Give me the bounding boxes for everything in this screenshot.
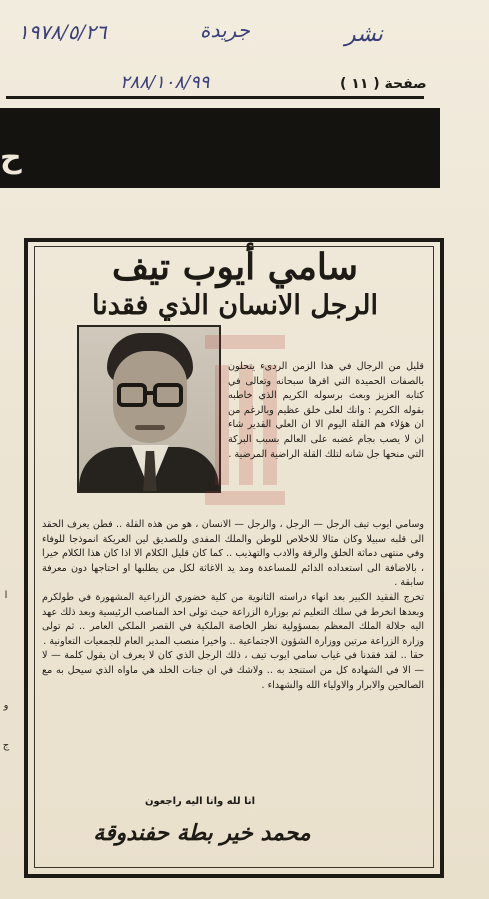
- article-paragraph-4: حقا .. لقد فقدنا في غياب سامي ايوب تيف ، ذلك الرجل الذي كان لا يعرف ان يقول كلمة — لا — الا في الشهادة كل من استنجد به .. ولاشك في ان جنات الخلد هي ماواه الذي سيحل به مع الصالحين والابرار والاولياء الله والشهداء .: [42, 650, 424, 691]
- handwritten-reference: ٢٨٨/١٠٨/٩٩: [120, 72, 210, 93]
- article-paragraph-1: قليل من الرجال في هذا الزمن الردىء يتحلون بالصفات الحميدة التي اقرها سبحانه وتعالى في كتابه العزيز وبعث برسوله الكريم الذي خاطبه بقوله الكريم : وانك لعلى خلق عظيم وبالرغم من ان هؤلاء هم القلة اليوم الا ان العلي القدير شاء ان لا يصب بجام غضبه على العالم بسبب البركة التي منحها جل شانه لتلك القلة الراضية المرضية .: [228, 361, 424, 460]
- handwritten-date: ١٩٧٨/٥/٢٦: [18, 20, 107, 44]
- author-signature: محمد خير بطة حفندوقة: [93, 820, 311, 846]
- page-number: صفحة ( ١١ ): [340, 76, 427, 92]
- article-closing: انا لله وانا اليه راجعون: [144, 796, 256, 807]
- header-rule: [6, 96, 424, 99]
- article-title: سامي أيوب تيف: [111, 246, 359, 288]
- banner-glyph: ح: [0, 140, 22, 175]
- handwritten-newspaper-name: جريدة: [200, 18, 250, 42]
- article-body: [42, 518, 424, 693]
- article-paragraph-3: تخرج الفقيد الكبير بعد انهاء دراسته الثانوية من كلية خضوري الزراعية المشهورة في طولكرم وبعدها انخرط في سلك التعليم ثم بوزارة الزراعة حيث تولى احد المناصب الرئيسية وبعد ذلك عهد اليه جلالة الملك المعظم بمسؤولية نظر الخاصة الملكية في القصر الملكي العامر .. ثم تولى وزارة الزراعة مرتين ووزارة الشؤون الاجتماعية .. واخيرا منصب المدير العام للجمعيات التعاونية .: [42, 591, 424, 647]
- black-banner: [0, 108, 440, 188]
- portrait-photo: [77, 325, 221, 493]
- edge-mark: ج: [2, 740, 10, 751]
- article-subtitle: الرجل الانسان الذي فقدنا: [91, 290, 379, 321]
- article-paragraph-2: وسامي ايوب تيف الرجل — الرجل ، والرجل — الانسان ، هو من هذه القلة .. فطن يعرف الحقد الى قلبه سبيلا وكان مثالا للاخلاص للوطن والملك المفدى وللصديق لين العريكة انموذجا للوفاء وفي منتهى دماثة الخلق والرقة والادب والتهذيب .. كما كان قليل الكلام الا اذا كان هذا الكلام خيرا ، بالاضافة الى استعداده الدائم للمساعدة ومد يد الاغاثة لكل من يطلبها او احتاجها دون معرفة سابقة .: [42, 519, 424, 589]
- edge-mark: ا: [4, 590, 8, 601]
- edge-mark: و: [3, 700, 9, 711]
- handwritten-note: نشر: [345, 22, 383, 47]
